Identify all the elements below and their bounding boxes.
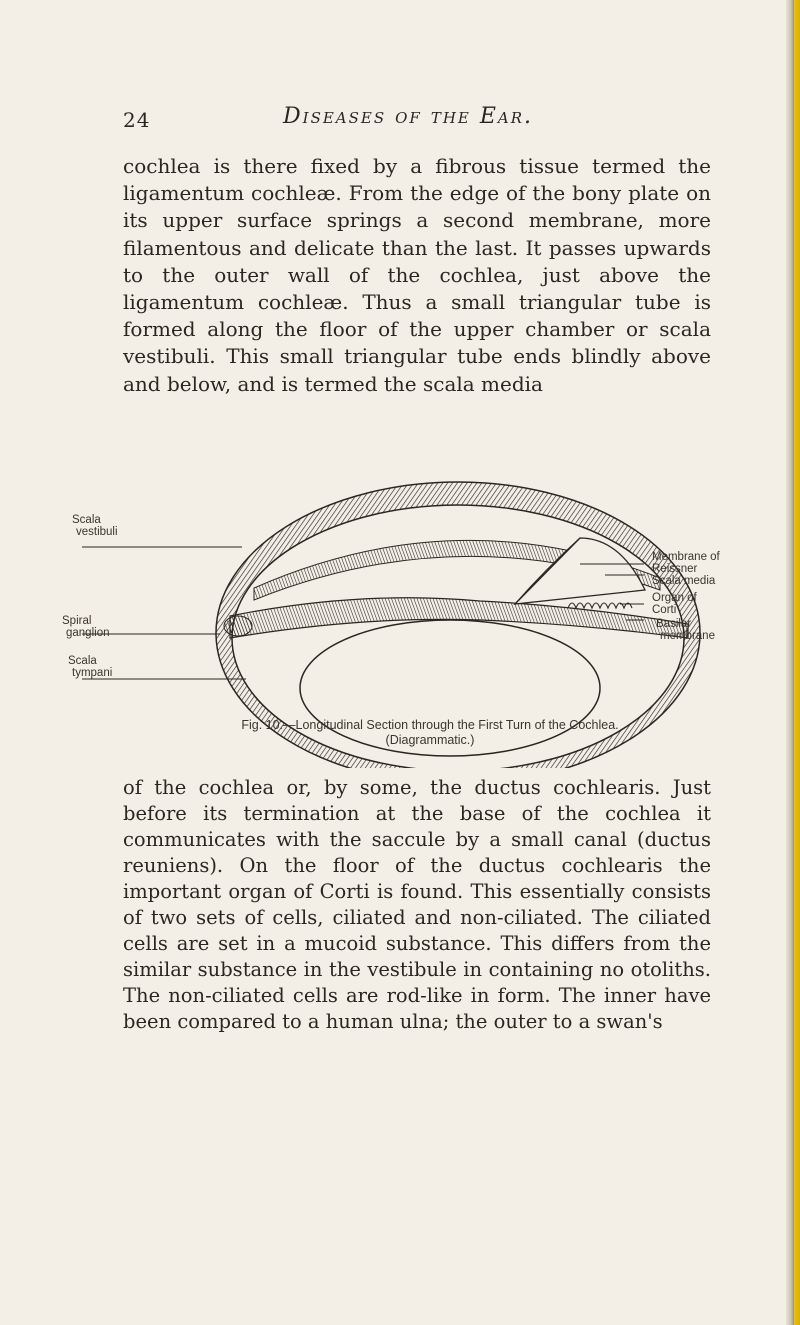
- label-organ-corti-line1: Organ of: [652, 592, 697, 604]
- paragraph-1: cochlea is there fixed by a fibrous tissue termed the ligamentum cochleæ. From the edge of the bony plate on its upper surface springs a second membrane, more filamentous and delicate than the last. It passes upwards to the outer wall of the cochlea, just above the ligamentum cochleæ. Thus a small triangular tube is formed along the floor of the upper chamber or scala vestibuli. This small triangular tube ends blindly above and below, and is termed the scala media: [123, 154, 711, 396]
- paragraph-2: of the cochlea or, by some, the ductus cochlearis. Just before its termination at the base of the cochlea it communicates with the saccule by a small canal (ductus reuniens). On the floor of the ductus cochlearis the important organ of Corti is found. This essentially consists of two sets of cells, ciliated and non-ciliated. The ciliated cells are set in a mucoid substance. This differs from the similar substance in the vestibule in containing no otoliths. The non-ciliated cells are rod-like in form. The inner have been compared to a human ulna; the outer to a swan's: [123, 776, 711, 1033]
- label-organ-corti-line2: Corti: [652, 604, 677, 616]
- label-basilar-membrane: [656, 618, 715, 642]
- caption-line-1: Fig. 10.—Longitudinal Section through the First Turn of the Cochlea.: [241, 718, 619, 732]
- label-scala-tympani-line1: Scala: [68, 655, 97, 667]
- page-edge-tab: [794, 0, 800, 1325]
- figure-caption: [150, 718, 710, 748]
- label-scala-vestibuli-line1: Scala: [72, 514, 101, 526]
- label-membrane-reissner: [652, 551, 720, 575]
- running-title: Diseases of the Ear.: [283, 104, 534, 129]
- label-membrane-reissner-line1: Membrane of: [652, 551, 720, 563]
- label-scala-vestibuli-line2: vestibuli: [76, 526, 118, 538]
- label-scala-vestibuli: [72, 514, 118, 538]
- label-scala-media: Scala media: [652, 575, 716, 587]
- label-scala-tympani: [68, 655, 112, 679]
- label-basilar-membrane-line2: membrane: [660, 630, 715, 642]
- label-organ-corti: [652, 592, 697, 616]
- label-spiral-ganglion-line2: ganglion: [66, 627, 110, 639]
- caption-line-2: (Diagrammatic.): [385, 733, 475, 747]
- label-spiral-ganglion-line1: Spiral: [62, 615, 92, 627]
- label-membrane-reissner-line2: Reissner: [652, 563, 698, 575]
- label-basilar-membrane-line1: Basilar: [656, 618, 692, 630]
- label-scala-tympani-line2: tympani: [72, 667, 113, 679]
- label-spiral-ganglion: [62, 615, 109, 639]
- running-head: [0, 104, 800, 148]
- spiral-ganglion: [224, 616, 252, 636]
- page-number: 24: [123, 108, 151, 132]
